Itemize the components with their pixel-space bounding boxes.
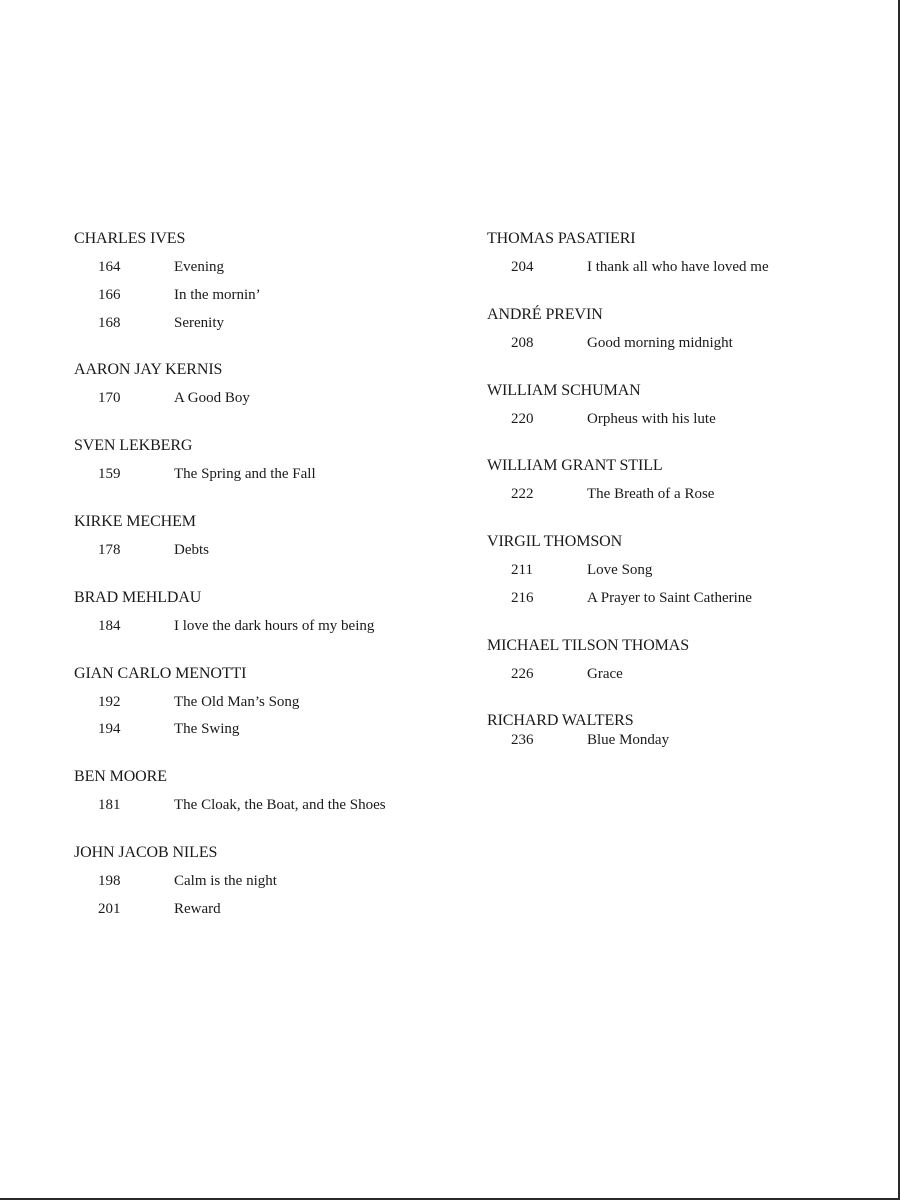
song-title: The Spring and the Fall <box>174 466 316 483</box>
song-title: Grace <box>587 665 623 682</box>
page-number: 226 <box>511 665 534 682</box>
composer-name: RICHARD WALTERS <box>487 711 634 729</box>
right-column <box>487 229 887 777</box>
composer-richard-walters <box>487 712 887 750</box>
song-entry <box>487 257 887 277</box>
composer-aaron-jay-kernis <box>74 360 474 408</box>
song-title: I love the dark hours of my being <box>174 617 375 634</box>
page-number: 192 <box>98 693 121 710</box>
song-entry <box>74 257 474 277</box>
page-number: 178 <box>98 541 121 558</box>
composer-william-grant-still <box>487 456 887 504</box>
page-number: 170 <box>98 390 121 407</box>
song-title: The Swing <box>174 721 240 738</box>
composer-virgil-thomson <box>487 532 887 608</box>
composer-william-schuman <box>487 381 887 429</box>
composer-name: VIRGIL THOMSON <box>487 533 623 551</box>
composer-john-jacob-niles <box>74 843 474 919</box>
song-title: I thank all who have loved me <box>587 259 769 275</box>
song-title: Evening <box>174 259 224 275</box>
composer-name: AARON JAY KERNIS <box>74 361 223 379</box>
page-number: 201 <box>98 900 121 917</box>
composer-charles-ives <box>74 229 474 333</box>
song-title: A Prayer to Saint Catherine <box>587 589 752 606</box>
page-number: 208 <box>511 334 534 351</box>
composer-name: THOMAS PASATIERI <box>487 230 636 247</box>
composer-thomas-pasatieri <box>487 229 887 277</box>
composer-name: CHARLES IVES <box>74 230 186 247</box>
song-entry <box>487 588 887 608</box>
song-title: Calm is the night <box>174 872 277 889</box>
song-entry <box>74 795 474 815</box>
page-number: 216 <box>511 589 534 606</box>
composer-name: WILLIAM SCHUMAN <box>487 381 641 399</box>
song-title: Love Song <box>587 562 653 579</box>
song-entry <box>487 664 887 684</box>
composer-name: BRAD MEHLDAU <box>74 588 202 606</box>
page-number: 204 <box>511 259 534 275</box>
composer-gian-carlo-menotti <box>74 664 474 740</box>
song-entry <box>487 484 887 504</box>
composer-andre-previn <box>487 305 887 353</box>
song-entry <box>74 692 474 712</box>
left-column <box>74 229 474 947</box>
page-number: 194 <box>98 721 121 738</box>
song-entry <box>74 540 474 560</box>
song-entry <box>487 409 887 429</box>
song-title: The Old Man’s Song <box>174 693 300 710</box>
page-number: 198 <box>98 872 121 889</box>
composer-brad-mehldau <box>74 588 474 636</box>
song-title: Blue Monday <box>587 731 670 748</box>
song-title: The Breath of a Rose <box>587 486 715 503</box>
song-entry <box>74 285 474 305</box>
song-entry <box>74 313 474 333</box>
page-number: 220 <box>511 410 534 427</box>
song-entry <box>74 899 474 919</box>
song-title: The Cloak, the Boat, and the Shoes <box>174 797 386 814</box>
composer-name: GIAN CARLO MENOTTI <box>74 664 247 682</box>
page-number: 184 <box>98 617 121 634</box>
song-title: Good morning midnight <box>587 334 733 351</box>
composer-name: SVEN LEKBERG <box>74 437 193 455</box>
page-number: 236 <box>511 731 534 748</box>
page-number: 211 <box>511 562 533 579</box>
composer-name: ANDRÉ PREVIN <box>487 305 603 323</box>
song-entry <box>74 871 474 891</box>
song-entry <box>74 616 474 636</box>
song-entry <box>487 560 887 580</box>
song-title: Orpheus with his lute <box>587 410 716 427</box>
song-title: In the mornin’ <box>174 286 261 303</box>
composer-name: JOHN JACOB NILES <box>74 843 218 861</box>
song-title: Debts <box>174 541 209 558</box>
song-entry <box>487 333 887 353</box>
composer-name: BEN MOORE <box>74 768 167 786</box>
page-number: 168 <box>98 314 121 331</box>
song-title: Serenity <box>174 314 224 331</box>
page-number: 164 <box>98 259 121 275</box>
page-number: 159 <box>98 466 121 483</box>
song-entry <box>74 719 474 739</box>
composer-michael-tilson-thomas <box>487 636 887 684</box>
song-title: A Good Boy <box>174 390 250 407</box>
page-number: 166 <box>98 286 121 303</box>
page-number: 181 <box>98 797 121 814</box>
song-entry <box>74 464 474 484</box>
composer-name: KIRKE MECHEM <box>74 512 196 530</box>
composer-kirke-mechem <box>74 512 474 560</box>
song-entry <box>74 388 474 408</box>
composer-name: WILLIAM GRANT STILL <box>487 457 663 475</box>
song-entry <box>487 730 887 750</box>
page-number: 222 <box>511 486 534 503</box>
song-title: Reward <box>174 900 221 917</box>
composer-name: MICHAEL TILSON THOMAS <box>487 636 690 654</box>
composer-ben-moore <box>74 767 474 815</box>
composer-sven-lekberg <box>74 436 474 484</box>
